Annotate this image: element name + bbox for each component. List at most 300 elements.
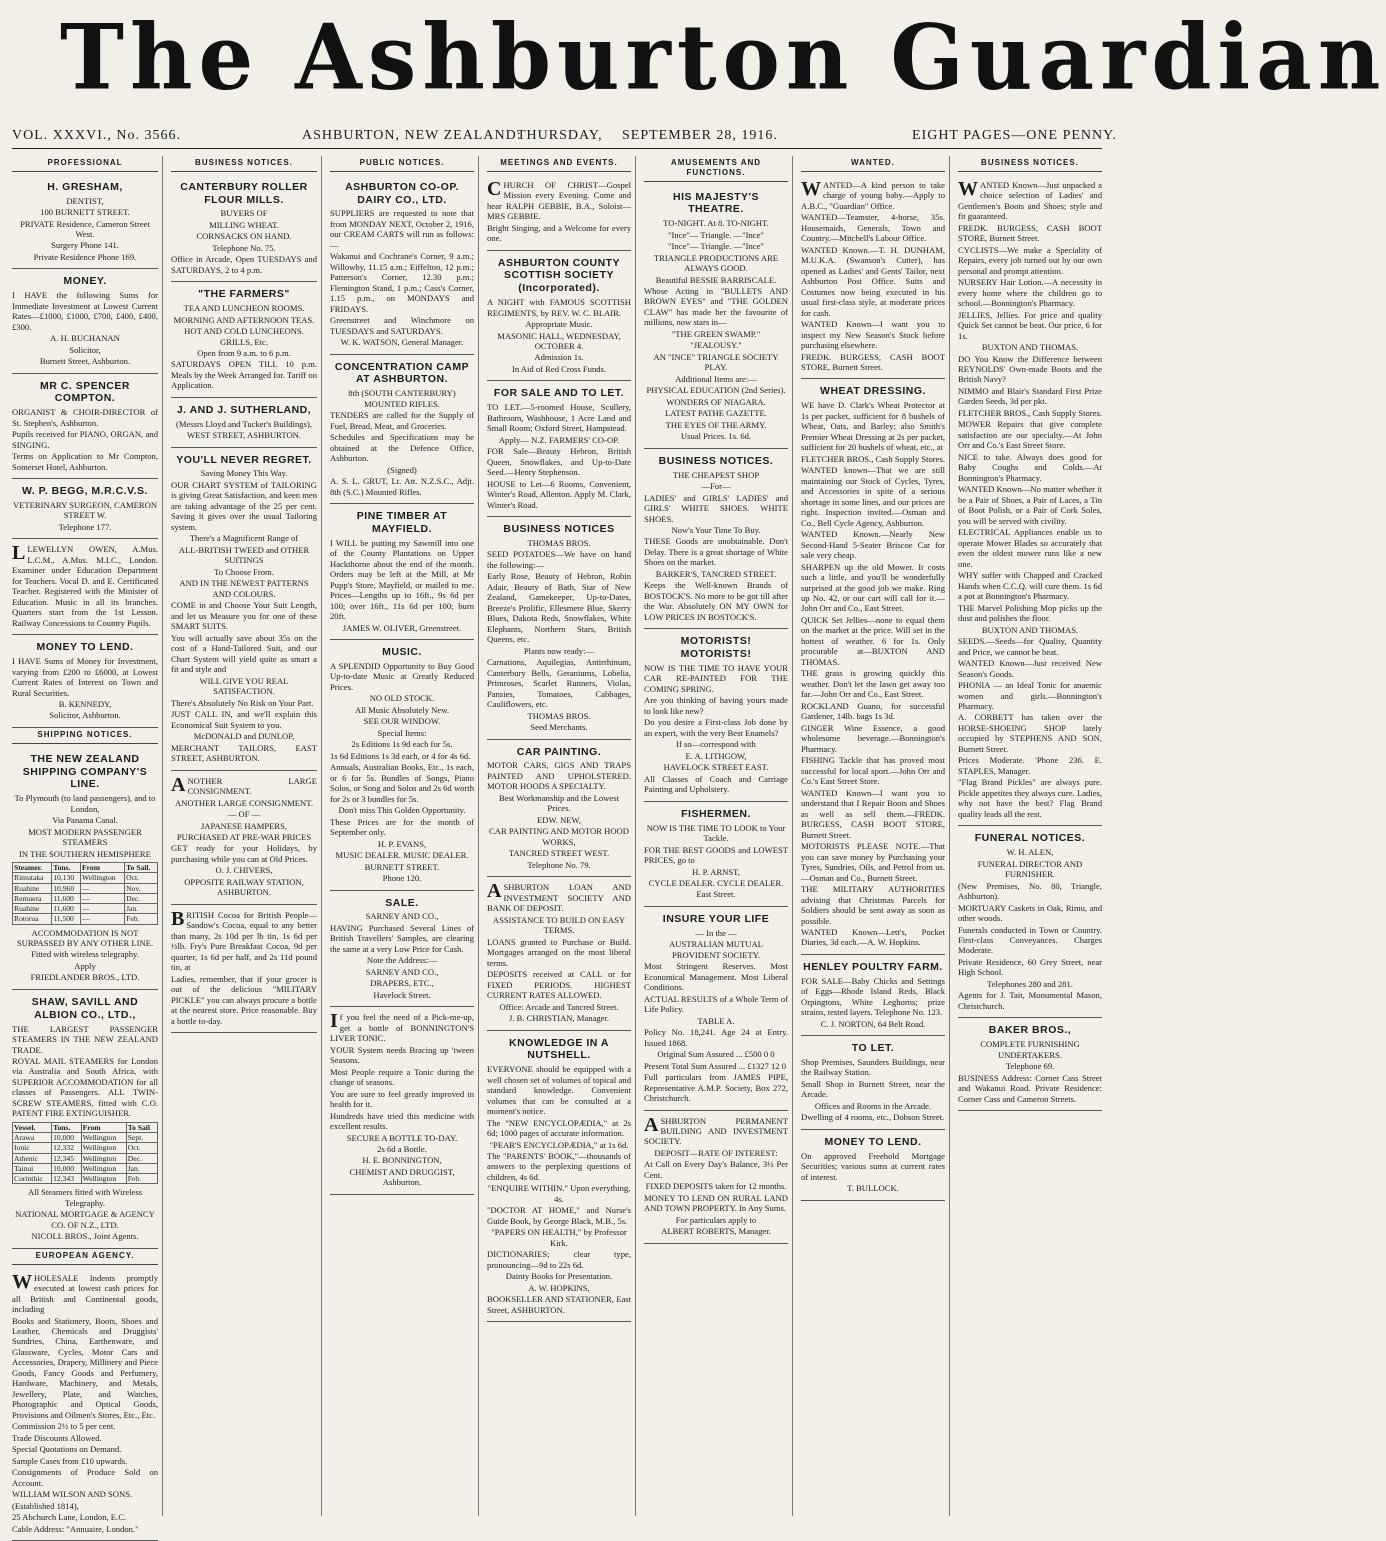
advertisement xyxy=(487,1031,631,1323)
table-cell: 10,000 xyxy=(52,1163,81,1173)
ad-line: BRITISH Cocoa for British People—Sandow's Cocoa, equal to any better than many, 2s 10d per lb tin, 1s 6d per ½lb. Fry's Pure Breakfast Cocoa, 9d per quarter, 1s 6d per half, and 2s 11d pound tin, at xyxy=(171,907,317,973)
ad-line: A NIGHT with FAMOUS SCOTTISH REGIMENTS, by REV. W. C. BLAIR. xyxy=(487,297,631,318)
ad-line: MERCHANT TAILORS, EAST STREET, ASHBURTON. xyxy=(171,742,317,764)
table-header-cell: Tons. xyxy=(52,1122,81,1132)
ad-line: "ENQUIRE WITHIN." Upon everything, 4s. xyxy=(487,1183,631,1204)
day: THURSDAY, xyxy=(517,128,603,143)
ad-line: WANTED—A kind person to take charge of young baby.—Apply to A.B.C., "Guardian" Office. xyxy=(801,177,945,211)
ad-line: OUR CHART SYSTEM of TAILORING is giving Great Satisfaction, and keen men are taking advantage of the 25 per cent. Saving it gives over the usual Tailoring system. xyxy=(171,479,317,532)
ad-line: QUICK Set Jellies—none to equal them on the market at the price. Will set in the hottest of weather. 6 for 1s. Only procurable at—BUXTON AND THOMAS. xyxy=(801,614,945,667)
ad-line: You will actually save about 35s on the cost of a Hand-Tailored Suit, and our Chart System will yield quite as smart a fit and style and xyxy=(171,632,317,675)
ad-line: NICOLL BROS., Joint Agents. xyxy=(31,1231,139,1242)
table-row xyxy=(13,914,158,924)
ad-line: Carnations, Aquilegias, Antirrhinum, Canterbury Bells, Geraniums, Lobelia, Primroses, Scarlet Runners, Violas, Pansies, Tomatoes, Cabbages, Cauliflowers, etc. xyxy=(487,657,631,710)
advertisement xyxy=(12,1268,158,1541)
table-cell: Jan. xyxy=(126,1163,157,1173)
ad-line: BUSINESS Address: Corner Cass Street and Wakanui Road. Private Residence: Corner Cass and Cameron Streets. xyxy=(958,1072,1102,1104)
table-row xyxy=(13,1133,158,1143)
ad-line: FRIEDLANDER BROS., LTD. xyxy=(30,972,140,983)
ad-line: I HAVE Sums of Money for Investment, varying from £200 to £6000, at Lowest Current Rates of Interest on Town and Rural Securities. xyxy=(12,656,158,698)
table-header-row xyxy=(13,863,158,873)
ad-line: Special Items: xyxy=(377,727,427,738)
ad-line: COMPLETE FURNISHING UNDERTAKERS. xyxy=(980,1039,1080,1060)
ad-line: Note the Address:— xyxy=(366,955,438,966)
ad-line: All Steamers fitted with Wireless Telegraphy. xyxy=(27,1187,143,1208)
ad-title: MONEY TO LEND. xyxy=(36,641,134,654)
ad-line: NATIONAL MORTGAGE & AGENCY CO. OF N.Z., LTD. xyxy=(15,1209,155,1230)
advertisement xyxy=(171,282,317,398)
table-row xyxy=(13,1153,158,1163)
advertisement xyxy=(801,1036,945,1130)
advertisement xyxy=(958,1018,1102,1111)
ad-line: If you feel the need of a Pick-me-up, get a bottle of BONNINGTON'S LIVER TONIC. xyxy=(330,1010,474,1044)
advertisement xyxy=(644,802,788,907)
ad-title: BAKER BROS., xyxy=(988,1024,1072,1037)
ad-title: MUSIC. xyxy=(382,646,422,659)
ad-line: W. H. ALEN, xyxy=(1006,847,1054,858)
ad-title: BUSINESS NOTICES xyxy=(503,523,615,536)
table-header-cell: From xyxy=(81,863,125,873)
advertisement xyxy=(487,381,631,517)
ad-line: "Ince"— Triangle. —"Ince" xyxy=(668,241,764,252)
shipping-notice xyxy=(12,990,158,1249)
ad-line: To Plymouth (to land passengers), and to London, xyxy=(14,793,156,814)
advertisement xyxy=(801,1130,945,1201)
ad-line: Most People require a Tonic during the change of seasons. xyxy=(330,1066,474,1088)
ad-line: All Music Absolutely New. xyxy=(355,704,449,715)
table-row xyxy=(13,873,158,883)
table-cell: 12,343 xyxy=(52,1174,81,1184)
table-cell: 11,600 xyxy=(52,904,81,914)
ad-line: ANOTHER LARGE CONSIGNMENT. xyxy=(171,773,317,797)
table-cell: 10,130 xyxy=(52,873,81,883)
advertisement xyxy=(12,479,158,539)
ad-line: Telephones 280 and 281. xyxy=(987,978,1073,989)
ad-line: Beautiful BESSIE BARRISCALE. xyxy=(655,274,777,285)
ad-line: DEPOSIT—RATE OF INTEREST: xyxy=(654,1147,778,1158)
ad-line: FLETCHER BROS., Cash Supply Stores. xyxy=(958,407,1102,418)
ad-line: WANTED Known—No matter whether it be a Pair of Shoes, a Pair of Laces, a Tin of Boot Polish, or a Pair of Cork Soles, you will be served with civility. xyxy=(958,484,1102,526)
table-cell: Remuera xyxy=(13,893,52,903)
advertisement xyxy=(487,517,631,740)
dateline xyxy=(12,128,1117,149)
ad-line: CHURCH OF CHRIST—Gospel Mission every Evening. Come and hear RALPH GEBBIE, B.A., Soloist—MRS GEBBIE. xyxy=(487,177,631,222)
ad-line: 8th (SOUTH CANTERBURY) MOUNTED RIFLES. xyxy=(348,388,456,409)
ad-line: (New Premises, No. 80, Triangle, Ashburton). xyxy=(958,880,1102,902)
advertisement xyxy=(171,771,317,905)
columns xyxy=(8,156,1108,1534)
ad-line: TO-NIGHT. At 8. TO-NIGHT. xyxy=(663,218,769,229)
ad-line: LADIES' and GIRLS' LADIES' and GIRLS' WHITE SHOES. WHITE SHOES. xyxy=(644,492,788,524)
ad-line: AN "INCE" TRIANGLE SOCIETY PLAY. xyxy=(653,351,779,373)
ad-line: WEST STREET, ASHBURTON. xyxy=(186,430,302,441)
ad-line: NIMMO and Blair's Standard First Prize Garden Seeds, 3d per pkt. xyxy=(958,385,1102,407)
ad-line: Commission 2½ to 5 per cent. xyxy=(12,1421,116,1432)
table-cell: Wellington xyxy=(81,1163,126,1173)
advertisement xyxy=(958,175,1102,827)
advertisement xyxy=(644,449,788,630)
ad-line: ALL-BRITISH TWEED and OTHER SUITINGS xyxy=(178,544,310,566)
table-cell: Feb. xyxy=(125,914,158,924)
ad-line: Telephone 69. xyxy=(1005,1061,1055,1072)
advertisement xyxy=(171,398,317,448)
ad-title: THE NEW ZEALAND SHIPPING COMPANY'S LINE. xyxy=(22,752,148,791)
ad-line: T. BULLOCK. xyxy=(847,1183,899,1194)
ad-line: Prices Moderate. 'Phone 236. E. STAPLES, Manager. xyxy=(958,755,1102,776)
ad-line: Bright Singing, and a Welcome for every one. xyxy=(487,222,631,244)
ad-line: ROCKLAND Guano, for successful Gardener, 14lb. bags 1s 3d. xyxy=(801,700,945,722)
ad-line: MONEY TO LEND ON RURAL LAND AND TOWN PROPERTY. In Any Sums. xyxy=(644,1192,788,1214)
ad-line: WHY suffer with Chapped and Cracked Hands when C.C.Q. will cure them. 1s 6d a pot at Bonnington's Pharmacy. xyxy=(958,570,1102,602)
ad-line: Agents for J. Tait, Monumental Mason, Christchurch. xyxy=(958,990,1102,1011)
ad-line: Are you thinking of having yours made to look like new? xyxy=(644,695,788,716)
ad-line: SEED POTATOES—We have on hand the following:— xyxy=(487,549,631,570)
ad-line: COME in and Choose Your Suit Length, and let us Measure you for one of these SMART SUITS. xyxy=(171,600,317,632)
table-row xyxy=(13,1163,158,1173)
ad-line: ASHBURTON LOAN AND INVESTMENT SOCIETY AND BANK OF DEPOSIT. xyxy=(487,880,631,914)
ad-line: AND IN THE NEWEST PATTERNS AND COLOURS. xyxy=(179,578,309,599)
ad-line: IN THE SOUTHERN HEMISPHERE xyxy=(19,848,151,859)
ad-line: Apply xyxy=(74,960,96,971)
ad-line: "Ince"— Triangle. —"Ince" xyxy=(668,229,764,240)
ad-line: "THE GREEN SWAMP." xyxy=(671,328,761,339)
column-1 xyxy=(8,156,163,1534)
ad-line: Whose Acting in "BULLETS AND BROWN EYES" and "THE GOLDEN CLAW" has made her the favourite of millions, now stars in— xyxy=(644,286,788,328)
shipping-table xyxy=(12,1122,158,1185)
ad-line: THE CHEAPEST SHOP xyxy=(672,469,760,480)
ad-line: Greenstreet and Winchmore on TUESDAYS and SATURDAYS. xyxy=(330,315,474,336)
table-header-cell: From xyxy=(81,1122,126,1132)
ad-line: Keeps the Well-known Brands of BOSTOCK'S. No more to be got till after the War. Absolutely ON MY OWN for LOW PRICES IN BOSTOCK'S. xyxy=(644,580,788,622)
table-cell: Jan. xyxy=(125,904,158,914)
ad-line: TANCRED STREET WEST. xyxy=(508,848,610,859)
ad-line: 2s 6d a Bottle. xyxy=(377,1144,427,1154)
ad-line: Saving Money This Way. xyxy=(200,468,288,479)
ad-line: Now's Your Time To Buy. xyxy=(671,525,761,535)
ad-line: FREDK. BURGESS, CASH BOOT STORE, Burnett Street. xyxy=(958,222,1102,244)
ad-line: Early Rose, Beauty of Hebron, Robin Adair, Beauty of Bath, Star of New Zealand, Gamekeeper, Up-to-Dates, Breeze's Prolific, Ellesmere Blue, Skerry Blues, Dakota Reds, Snowflakes, White Elephants, Northern Stars, British Queens, etc. xyxy=(487,571,631,645)
ad-line: "PAPERS ON HEALTH," by Professor Kirk. xyxy=(491,1227,627,1248)
ad-line: MASONIC HALL, WEDNESDAY, OCTOBER 4. xyxy=(497,330,621,351)
ad-line: WANTED Known—Just unpacked a choice selection of Ladies' and Gentlemen's Boots and Shoes; style and fit guaranteed. xyxy=(958,177,1102,222)
ad-line: Present Total Sum Assured ... £1327 12 0 xyxy=(644,1060,786,1071)
ad-line: ACCOMMODATION IS NOT SURPASSED BY ANY OTHER LINE. xyxy=(16,927,154,948)
ad-title: W. P. BEGG, M.R.C.V.S. xyxy=(22,485,148,498)
ad-line: A SPLENDID Opportunity to Buy Good Up-to-date Music at Greatly Reduced Prices. xyxy=(330,660,474,692)
ad-line: MILLING WHEAT. xyxy=(209,219,279,230)
column-2 xyxy=(167,156,322,1516)
ad-line: MOWER Repairs that give complete satisfaction are our specialty.—At John Orr and Co.'s East Street Store. xyxy=(958,419,1102,451)
ad-title: KNOWLEDGE IN A NUTSHELL. xyxy=(509,1036,609,1062)
ad-line: Surgery Phone 141. xyxy=(51,240,119,251)
ad-title: MOTORISTS! MOTORISTS! xyxy=(680,635,752,661)
ad-line: Schedules and Specifications may be obtained at the Defence Office, Ashburton. xyxy=(330,432,474,464)
ad-line: FOR SALE—Baby Chicks and Settings of Eggs—Rhode Island Reds, Black Orpingtons, White Leghorns; prize strains, tested layers. Telephone No. 123. xyxy=(801,975,945,1018)
column-header: PUBLIC NOTICES. xyxy=(330,156,474,172)
ad-line: 1s 6d Editions 1s 3d each, or 4 for 4s 6d. xyxy=(330,750,471,761)
table-cell: Wellington xyxy=(81,1143,126,1153)
ad-line: Full particulars from JAMES PIPE, Representative A.M.P. Society, Box 272, Christchurch. xyxy=(644,1072,788,1104)
place: ASHBURTON, NEW ZEALAND: xyxy=(302,128,522,143)
ad-line: Dainty Books for Presentation. xyxy=(505,1271,613,1282)
advertisement xyxy=(958,826,1102,1018)
table-cell: Wellington xyxy=(81,873,125,883)
ad-line: SEEDS.—Seeds—for Quality, Quantity and Price, we cannot be beat. xyxy=(958,636,1102,657)
ad-line: In Aid of Red Cross Funds. xyxy=(511,363,607,374)
table-cell: Wellington xyxy=(81,1133,126,1143)
ad-line: PHYSICAL EDUCATION (2nd Series). xyxy=(646,385,786,396)
ad-line: The "NEW ENCYCLOPÆDIA," at 2s 6d; 1000 pages of accurate information. xyxy=(487,1117,631,1139)
ad-title: H. GRESHAM, xyxy=(47,180,123,193)
ad-line: SEE OUR WINDOW. xyxy=(363,716,441,727)
volume-number: VOL. XXXVI., No. 3566. xyxy=(12,128,181,143)
column-header: WANTED. xyxy=(801,156,945,172)
ad-line: "Flag Brand Pickles" are always pure. Pickle appetites they always cure. Ladies, why not have the best? Flag Brand quality leads all the rest. xyxy=(958,777,1102,819)
ad-title: WHEAT DRESSING. xyxy=(820,385,926,398)
ad-line: Open from 9 a.m. to 6 p.m. xyxy=(197,347,291,358)
ad-line: THE Marvel Polishing Mop picks up the dust and polishes the floor. xyxy=(958,602,1102,624)
ad-line: WE have D. Clark's Wheat Protector at 1s per packet, sufficient for 8 bushels of Wheat, Oats, and Barley; also Smith's Premier Wheat Dressing at 2s per packet, sufficient for 20 bushels of wheat, etc., at xyxy=(801,400,945,453)
table-cell: Rotorua xyxy=(13,914,52,924)
ad-line: CYCLE DEALER. CYCLE DEALER. xyxy=(648,877,784,888)
ad-line: WANTED Known.—Nearly New Second-Hand 5-Seater Briscoe Car for sale very cheap. xyxy=(801,529,945,561)
ad-title: CONCENTRATION CAMP AT ASHBURTON. xyxy=(334,360,470,386)
table-cell: Feb. xyxy=(126,1174,157,1184)
ad-line: WONDERS OF NIAGARA. xyxy=(666,396,766,407)
ad-line: Admission 1s. xyxy=(534,352,584,363)
ad-title: BUSINESS NOTICES. xyxy=(658,454,774,467)
ad-title: YOU'LL NEVER REGRET. xyxy=(176,453,312,466)
ad-line: MORTUARY Caskets in Oak, Rimu, and other woods. xyxy=(958,902,1102,924)
ad-line: (Signed) xyxy=(387,464,417,475)
ad-line: 2s Editions 1s 9d each for 5s. xyxy=(351,739,453,750)
ad-line: There's a Magnificent Range of xyxy=(189,533,299,544)
ad-line: Offices and Rooms in the Arcade. xyxy=(814,1100,932,1111)
advertisement xyxy=(12,269,158,373)
ad-line: Burnett Street, Ashburton. xyxy=(39,356,131,367)
ad-line: "PEAR'S ENCYCLOPÆDIA," at 1s 6d. xyxy=(489,1139,629,1150)
ad-line: BURNETT STREET. xyxy=(364,861,440,872)
ad-line: HOT AND COLD LUNCHEONS. GRILLS, Etc. xyxy=(184,326,304,347)
table-header-cell: Tons. xyxy=(52,863,81,873)
column-7 xyxy=(954,156,1106,1516)
table-cell: Wellington xyxy=(81,1153,126,1163)
ad-line: There's Absolutely No Risk on Your Part. xyxy=(171,697,314,708)
ad-line: CORNSACKS ON HAND. xyxy=(196,231,292,242)
ad-line: WHOLESALE Indents promptly executed at lowest cash prices for all British and Continental goods, including xyxy=(12,1270,158,1315)
ad-line: Additional Items are:— xyxy=(675,373,757,384)
ad-line: For particulars apply to xyxy=(675,1214,757,1225)
table-cell: — xyxy=(81,904,125,914)
column-5 xyxy=(640,156,793,1516)
ad-line: — OF — xyxy=(227,809,261,820)
ad-line: Special Quotations on Demand. xyxy=(12,1444,122,1455)
ad-line: C. J. NORTON, 64 Belt Road. xyxy=(820,1018,926,1029)
ad-line: WANTED Known—Lett's, Pocket Diaries, 3d each.—A. W. Hopkins. xyxy=(801,927,945,948)
table-cell: Oct. xyxy=(125,873,158,883)
ad-line: ACTUAL RESULTS of a Whole Term of Life Policy. xyxy=(644,993,788,1015)
ad-line: Private Residence Phone 169. xyxy=(33,251,137,262)
ad-line: THE grass is growing quickly this weather. Don't let the lawn get away too far.—John Orr and Co., East Street. xyxy=(801,668,945,700)
advertisement xyxy=(801,175,945,380)
advertisement xyxy=(644,185,788,449)
ad-line: ASSISTANCE TO BUILD ON EASY TERMS. xyxy=(492,914,626,936)
ad-line: To Choose From. xyxy=(214,566,274,577)
ad-line: MUSIC DEALER. MUSIC DEALER. xyxy=(335,850,469,861)
ad-line: J. B. CHRISTIAN, Manager. xyxy=(508,1013,609,1024)
ad-line: Don't miss This Golden Opportunity. xyxy=(338,805,466,816)
ad-line: If so—correspond with xyxy=(676,739,756,750)
ad-line: WILLIAM WILSON AND SONS. xyxy=(12,1489,133,1500)
ad-line: MOST MODERN PASSENGER STEAMERS xyxy=(28,826,142,848)
ad-title: TO LET. xyxy=(851,1042,895,1055)
ad-line: Policy No. 18,241. Age 24 at Entry. Issued 1868. xyxy=(644,1027,788,1048)
ad-line: W. K. WATSON, General Manager. xyxy=(340,337,464,348)
ad-line: FUNERAL DIRECTOR AND FURNISHER. xyxy=(977,858,1083,880)
ad-line: Fitted with wireless telegraphy. xyxy=(31,949,139,960)
ad-line: A. CORBETT has taken over the HORSE-SHOEING SHOP lately occupied by STEPHENS AND SON, Burnett Street. xyxy=(958,712,1102,754)
table-row xyxy=(13,1143,158,1153)
ad-title: J. AND J. SUTHERLAND, xyxy=(176,403,312,416)
ad-line: (Established 1814), xyxy=(12,1500,79,1511)
ad-line: BUYERS OF xyxy=(220,208,268,219)
ad-title: CAR PAINTING. xyxy=(516,745,602,758)
ad-line: THESE Goods are unobtainable. Don't Delay. There is a great shortage of White Shoes on the market. xyxy=(644,536,788,568)
ad-line: THE MILITARY AUTHORITIES advising that Christmas Parcels for Soldiers should be sent away as soon as possible. xyxy=(801,884,945,926)
ad-line: You are sure to feel greatly improved in health for it. xyxy=(330,1088,474,1110)
ad-line: NICE to take. Always does good for Baby Coughs and Colds.—At Bonnington's Pharmacy. xyxy=(958,451,1102,483)
ad-line: Phone 120. xyxy=(382,873,422,884)
table-cell: Corinthic xyxy=(13,1174,52,1184)
shipping-table xyxy=(12,862,158,925)
column-4 xyxy=(483,156,636,1516)
table-cell: 12,332 xyxy=(52,1143,81,1153)
ad-line: Telephone No. 79. xyxy=(527,859,591,870)
ad-line: MORNING AND AFTERNOON TEAS. xyxy=(173,314,315,325)
table-cell: 10,000 xyxy=(52,1133,81,1143)
ad-line: I HAVE the following Sums for Immediate Investment at Lowest Current Rates—£1000, £1000, £700, £400, £400, £300. xyxy=(12,290,158,332)
section-header: SHIPPING NOTICES. xyxy=(12,728,158,744)
ad-line: DENTIST, xyxy=(66,195,104,206)
ad-line: SATURDAYS OPEN TILL 10 p.m. Meals by the Week Arranged for. Tariff on Application. xyxy=(171,359,317,391)
table-row xyxy=(13,1174,158,1184)
ad-line: JAPANESE HAMPERS, xyxy=(200,820,288,831)
ad-line: (Messrs Lloyd and Tucker's Buildings), xyxy=(176,418,312,429)
masthead-title: The Ashburton Guardian xyxy=(60,4,1386,111)
ad-line: Office: Arcade and Tancred Street. xyxy=(499,1001,619,1012)
ad-line: GINGER Wine Essence, a good wholesome beverage.—Bonnington's Pharmacy. xyxy=(801,722,945,754)
ad-line: Solicitor, xyxy=(69,344,101,355)
ad-title: "THE FARMERS" xyxy=(198,288,290,301)
ad-line: CHEMIST AND DRUGGIST, Ashburton. xyxy=(349,1166,455,1188)
advertisement xyxy=(330,504,474,640)
ad-line: FISHING Tackle that has proved most successful for local sport.—John Orr and Co.'s East Street Store. xyxy=(801,755,945,787)
ad-line: These Prices are for the month of September only. xyxy=(330,816,474,838)
table-row xyxy=(13,893,158,903)
ad-line: Office in Arcade, Open TUESDAYS and SATURDAYS, 2 to 4 p.m. xyxy=(171,254,317,275)
ad-title: FISHERMEN. xyxy=(681,807,751,820)
ad-line: Appropriate Music. xyxy=(525,319,593,330)
advertisement xyxy=(171,448,317,771)
table-header-cell: To Sail xyxy=(126,1122,157,1132)
column-header: AMUSEMENTS AND FUNCTIONS. xyxy=(644,156,788,182)
ad-line: ELECTRICAL Appliances enable us to operate Mower Blades so accurately that even the oldest mower runs like a new one. xyxy=(958,527,1102,569)
ad-line: MOTORISTS PLEASE NOTE.—That you can save money by Purchasing your Tyres, Sundries, Oils, and Petrol from us.—Osman and Co., Burnett Street. xyxy=(801,841,945,883)
advertisement xyxy=(12,635,158,728)
ad-line: GET ready for your Holidays, by purchasing while you can at Old Prices. xyxy=(171,843,317,864)
ad-line: CYCLISTS—We make a Speciality of Repairs, every job turned out by our own personal and prompt attention. xyxy=(958,244,1102,276)
ad-line: PHONIA — an Ideal Tonic for anaemic women and girls.—Bonnington's Pharmacy. xyxy=(958,680,1102,711)
ad-line: SARNEY AND CO., xyxy=(365,966,439,977)
ad-line: EDW. NEW, xyxy=(537,814,581,825)
ad-line: FOR Sale—Beauty Hebron, British Queen, Snowflakes, and Up-to-Date Seed.—Henry Stephenson. xyxy=(487,446,631,478)
advertisement xyxy=(330,891,474,1008)
ad-line: "JEALOUSY." xyxy=(690,340,742,351)
ad-line: WANTED—Teamster, 4-horse, 35s. Housemaids, Generals, Town and Country.—Mitchell's Labour Office. xyxy=(801,212,945,244)
ad-title: FOR SALE AND TO LET. xyxy=(493,387,625,400)
ad-line: Plants now ready:— xyxy=(523,645,595,656)
ad-line: VETERINARY SURGEON, CAMERON STREET W. xyxy=(12,499,158,521)
ad-line: Do you desire a First-class Job done by an expert, with the very Best Enamels? xyxy=(644,717,788,738)
ad-line: ROYAL MAIL STEAMERS for London via Australia and South Africa, with SUPERIOR ACCOMMODATION for all classes of Passengers. ALL TWIN-SCREW STEAMERS, fitted with C.O. PATENT FIRE EXTINGUISHER. xyxy=(12,1055,158,1119)
table-cell: Oct. xyxy=(126,1143,157,1153)
ad-line: PURCHASED AT PRE-WAR PRICES xyxy=(176,831,312,842)
ad-line: DEPOSITS received at CALL or for FIXED PERIODS. HIGHEST CURRENT RATES ALLOWED. xyxy=(487,969,631,1001)
column-header: PROFESSIONAL xyxy=(12,156,158,172)
table-cell: Dec. xyxy=(126,1153,157,1163)
shipping-notice xyxy=(12,747,158,990)
ad-line: BUXTON AND THOMAS. xyxy=(981,624,1079,635)
ad-line: BOOKSELLER AND STATIONER, East Street, ASHBURTON. xyxy=(487,1294,631,1315)
ad-line: E. A. LITHGOW, xyxy=(685,750,747,761)
ad-line: YOUR System needs Bracing up 'tween Seasons. xyxy=(330,1044,474,1066)
column-3 xyxy=(326,156,479,1516)
ad-line: Telephone 177. xyxy=(58,521,112,532)
ad-line: Ladies, remember, that if your grocer is out of the delicious "MILITARY PICKLE" you can always procure a bottle at the nearest store. Price reasonable. Buy a bottle to-day. xyxy=(171,973,317,1026)
table-row xyxy=(13,883,158,893)
ad-line: NURSERY Hair Lotion.—A necessity in every home where the children go to school.—Bonnington's Pharmacy. xyxy=(958,277,1102,309)
ad-line: A. H. BUCHANAN xyxy=(50,333,120,344)
advertisement xyxy=(330,1007,474,1195)
table-cell: 10,960 xyxy=(52,883,81,893)
ad-line: FIXED DEPOSITS taken for 12 months. xyxy=(645,1181,787,1192)
ad-line: Annuals, Australian Books, Etc., 1s each, or 6 for 5s. Bundles of Songs, Piano Solos, or Song and Solos and 2s 6d worth for 2s or 3 bundles for 5s. xyxy=(330,762,474,804)
ad-line: — In the — xyxy=(695,927,737,938)
ad-line: Original Sum Assured ... £500 0 0 xyxy=(657,1049,775,1060)
ad-line: Apply— N.Z. FARMERS' CO-OP. xyxy=(498,434,620,445)
ad-title: FUNERAL NOTICES. xyxy=(974,832,1086,845)
ad-line: SHARPEN up the old Mower. It costs such a little, and you'll be wonderfully surprised at the good job we make. Ring up No. 42, or our cart will call for it.—John Orr and Co., East Street. xyxy=(801,561,945,614)
ad-title: MONEY TO LEND. xyxy=(824,1135,922,1148)
ad-line: All Classes of Coach and Carriage Painting and Upholstery. xyxy=(644,773,788,795)
ad-title: HIS MAJESTY'S THEATRE. xyxy=(672,190,759,216)
ad-line: I WILL be putting my Sawmill into one of the County Plantations on Upper Hackthorne about the end of the month. Orders may be left at the Mill, at Mr Pupp's Store, Mayfield, or mailed to me. Prices—Lengths up to 16ft., 9s 6d per 100; over 16ft., 11s 6d per 100; burn 20ft. xyxy=(330,537,474,622)
ad-line: ASHBURTON PERMANENT BUILDING AND INVESTMENT SOCIETY. xyxy=(644,1113,788,1147)
ad-line: Telephone No. 75. xyxy=(212,242,276,253)
advertisement xyxy=(644,907,788,1111)
ad-title: ASHBURTON COUNTY SCOTTISH SOCIETY (Incorporated). xyxy=(497,256,621,295)
ad-line: HOUSE to Let—6 Rooms, Convenient, Winter's Road, Allenton. Apply M. Clark, Winter's Road. xyxy=(487,478,631,510)
ad-line: BARKER'S, TANCRED STREET. xyxy=(655,568,777,579)
ad-line: AUSTRALIAN MUTUAL PROVIDENT SOCIETY. xyxy=(669,939,763,960)
ad-line: Solicitor, Ashburton. xyxy=(49,710,121,721)
advertisement xyxy=(12,175,158,270)
ad-line: H. P. EVANS, xyxy=(377,838,427,849)
ad-line: SARNEY AND CO., xyxy=(365,911,439,922)
advertisement xyxy=(330,175,474,355)
table-cell: — xyxy=(81,914,125,924)
ad-line: LATEST PATHE GAZETTE. xyxy=(665,408,767,419)
